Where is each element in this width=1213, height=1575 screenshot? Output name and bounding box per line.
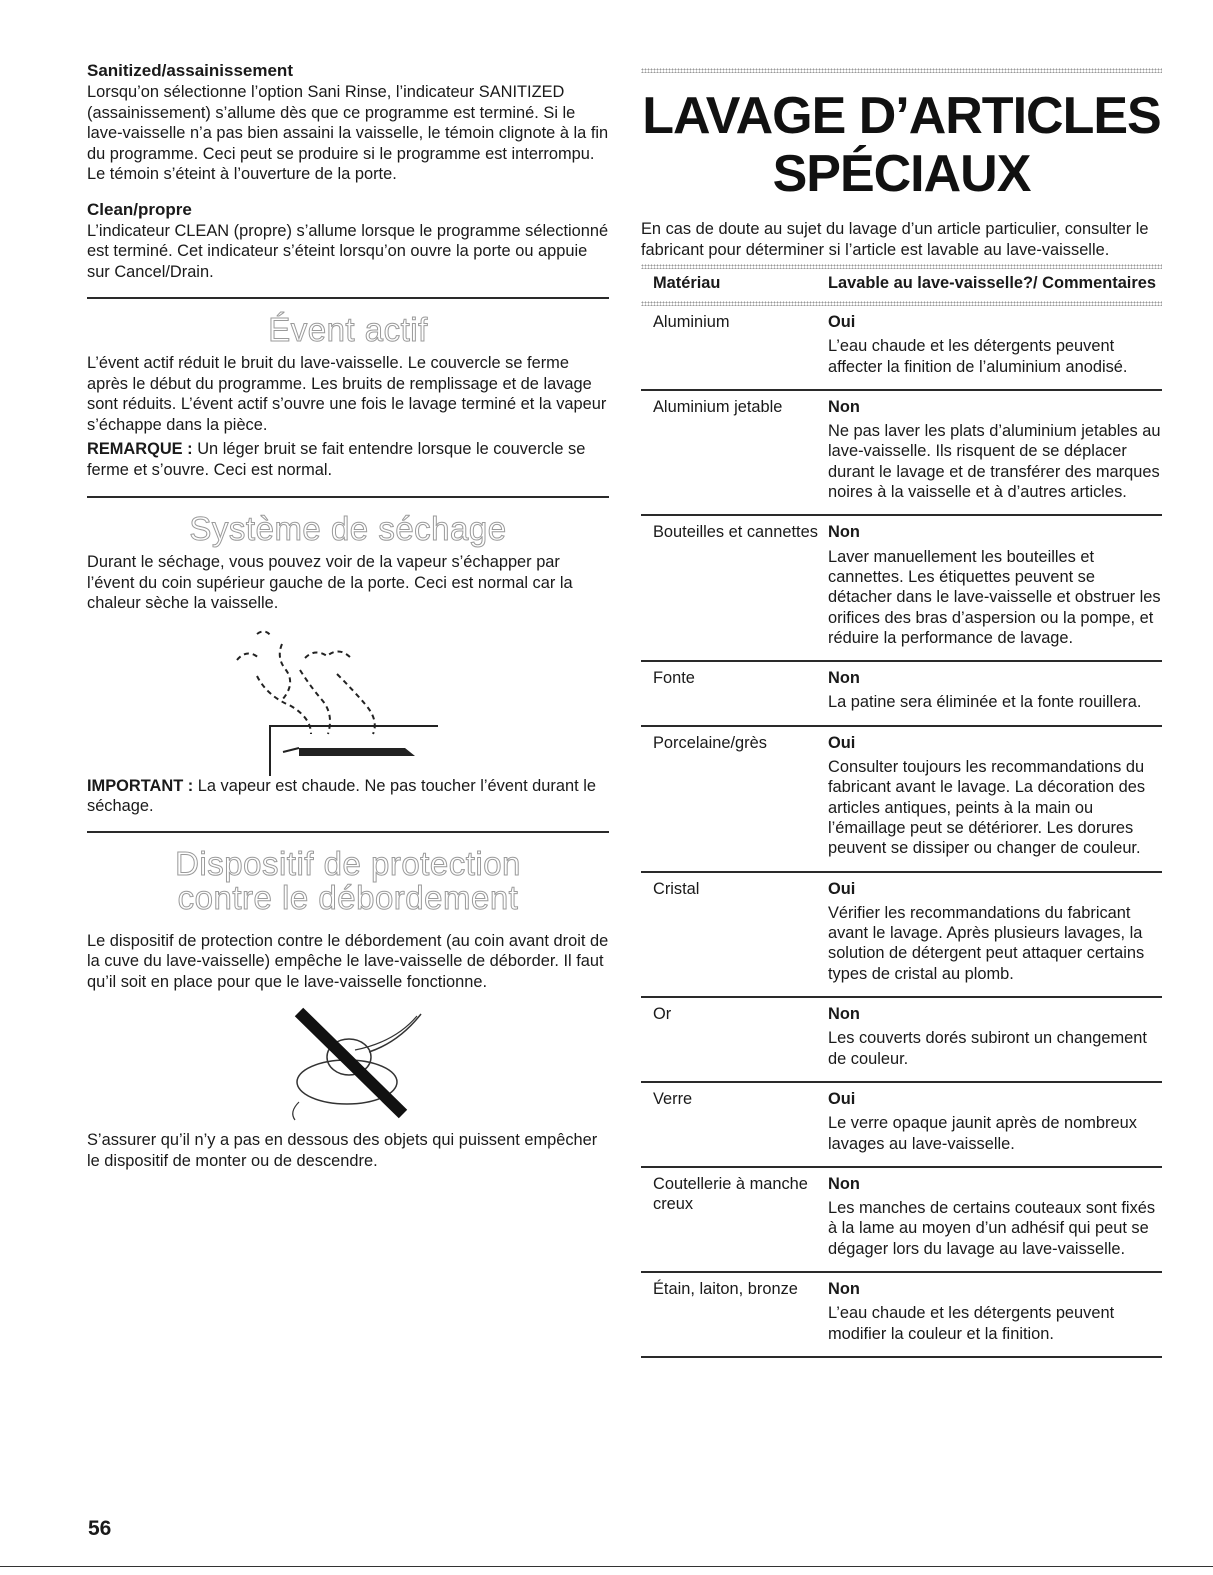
table-row <box>641 997 1162 1082</box>
materials-table <box>641 269 1162 1358</box>
comment-text: Laver manuellement les bouteilles et cannettes. Les étiquettes peuvent se détacher dans le lave-vaisselle et obstruer les orifices des bras d’aspersion ou la pompe, et réduire la performance de lavage. <box>828 547 1161 647</box>
comment-cell <box>828 726 1162 872</box>
material-cell: Porcelaine/grès <box>641 726 828 872</box>
page-title-line1: LAVAGE D’ARTICLES <box>642 87 1161 145</box>
right-column <box>641 68 1162 1358</box>
event-heading: Évent actif <box>268 311 428 348</box>
comment-text: L’eau chaude et les détergents peuvent modifier la couleur et la finition. <box>828 1304 1115 1343</box>
table-row <box>641 515 1162 661</box>
comment-cell <box>828 306 1162 390</box>
divider <box>87 831 609 833</box>
washable-answer: Non <box>828 1174 860 1193</box>
comment-text: L’eau chaude et les détergents peuvent affecter la finition de l’aluminium anodisé. <box>828 337 1128 376</box>
comment-cell <box>828 872 1162 997</box>
col-washable-header: Lavable au lave-vaisselle?/ Commentaires <box>828 274 1156 292</box>
comment-text: Ne pas laver les plats d’aluminium jetables au lave-vaisselle. Ils risquent de se déplacer durant le lavage et de transférer des marques noires à la vaisselle et à d’autres articles. <box>828 422 1161 502</box>
material-cell: Fonte <box>641 661 828 726</box>
material-cell: Bouteilles et cannettes <box>641 515 828 661</box>
table-row <box>641 390 1162 515</box>
material-cell: Or <box>641 997 828 1082</box>
washable-answer: Non <box>828 523 860 542</box>
table-row <box>641 661 1162 726</box>
comment-text: Vérifier les recommandations du fabricant avant le lavage. Après plusieurs lavages, la solution de détergent peut attaquer certains types de cristal au plomb. <box>828 903 1145 983</box>
comment-text: Le verre opaque jaunit après de nombreux lavages au lave-vaisselle. <box>828 1114 1137 1153</box>
sanitized-heading: Sanitized/assainissement <box>87 61 293 80</box>
table-row <box>641 1167 1162 1272</box>
washable-answer: Oui <box>828 1089 856 1108</box>
remark-label: REMARQUE : <box>87 440 193 458</box>
remark-text: Un léger bruit se fait entendre lorsque le couvercle se ferme et s’ouvre. Ceci est normal. <box>87 440 586 479</box>
sanitized-text: Lorsqu’on sélectionne l’option Sani Rinse, l’indicateur SANITIZED (assainissement) s’allume dès que ce programme est terminé. Si le lave-vaisselle n’a pas bien assaini la vaisselle, le témoin clignote à la fin du programme. Ceci peut se produire si le programme est interrompu. Le témoin s’éteint à l’ouverture de la porte. <box>87 83 609 183</box>
table-row <box>641 1272 1162 1357</box>
drying-text: Durant le séchage, vous pouvez voir de la vapeur s’échapper par l’évent du coin supérieur gauche de la porte. Ceci est normal car la chaleur sèche la vaisselle. <box>87 553 573 612</box>
comment-cell <box>828 661 1162 726</box>
comment-text: Consulter toujours les recommandations du fabricant avant le lavage. La décoration des articles antiques, peints à la main ou l’émaillage peut se détériorer. Les dorures peuvent se dissiper ou changer de couleur. <box>828 758 1146 858</box>
page-number: 56 <box>88 1517 112 1540</box>
washable-answer: Oui <box>828 879 856 898</box>
overflow-text: Le dispositif de protection contre le débordement (au coin avant droit de la cuve du lave-vaisselle) empêche le lave-vaisselle de déborder. Il faut qu’il soit en place pour que le lave-vaisselle fonctionne. <box>87 931 609 991</box>
drying-heading: Système de séchage <box>189 510 507 547</box>
washable-answer: Oui <box>828 313 856 331</box>
comment-text: Les couverts dorés subiront un changement de couleur. <box>828 1029 1147 1068</box>
material-cell: Étain, laiton, bronze <box>641 1272 828 1357</box>
float-no-obstruction-svg <box>87 992 609 1130</box>
col-material-header: Matériau <box>653 274 721 292</box>
clean-text: L’indicateur CLEAN (propre) s’allume lorsque le programme sélectionné est terminé. Cet indicateur s’éteint lorsqu’on ouvre la porte ou appuie sur Cancel/Drain. <box>87 221 609 281</box>
comment-cell <box>828 997 1162 1082</box>
material-cell: Coutellerie à manche creux <box>641 1167 828 1272</box>
page-title-line2: SPÉCIAUX <box>772 145 1031 203</box>
top-dotted-rule <box>641 68 1162 73</box>
overflow-heading-line2: contre le débordement <box>177 878 519 916</box>
table-body <box>641 306 1162 1357</box>
overflow-heading-line1: Dispositif de protection <box>175 844 521 882</box>
steam-illustration-svg <box>87 614 609 776</box>
washable-answer: Oui <box>828 733 856 752</box>
left-column <box>87 60 609 1171</box>
steam-vent-illustration <box>87 614 609 776</box>
table-row <box>641 726 1162 872</box>
material-cell: Cristal <box>641 872 828 997</box>
material-cell: Aluminium jetable <box>641 390 828 515</box>
overflow-note: S’assurer qu’il n’y a pas en dessous des objets qui puissent empêcher le dispositif de monter ou de descendre. <box>87 1131 598 1170</box>
table-row <box>641 872 1162 997</box>
material-cell: Verre <box>641 1082 828 1167</box>
table-row <box>641 306 1162 390</box>
comment-cell <box>828 390 1162 515</box>
event-text: L’évent actif réduit le bruit du lave-vaisselle. Le couvercle se ferme après le début du programme. Les bruits de remplissage et de lavage sont réduits. L’évent actif s’ouvre une fois le lavage terminé et la vapeur s’échappe dans la pièce. <box>87 354 607 434</box>
important-paragraph <box>87 776 609 817</box>
comment-cell <box>828 515 1162 661</box>
comment-cell <box>828 1082 1162 1167</box>
table-header-row <box>641 269 1162 297</box>
bottom-rule <box>0 1566 1213 1567</box>
divider <box>87 297 609 299</box>
comment-cell <box>828 1272 1162 1357</box>
divider <box>87 496 609 498</box>
comment-text: La patine sera éliminée et la fonte rouillera. <box>828 693 1142 712</box>
table-row <box>641 1082 1162 1167</box>
comment-text: Les manches de certains couteaux sont fixés à la lame au moyen d’un adhésif qui peut se dégager lors du lavage au lave-vaisselle. <box>828 1199 1156 1258</box>
remark-paragraph <box>87 439 609 480</box>
float-device-illustration <box>87 992 609 1130</box>
washable-answer: Non <box>828 397 860 416</box>
important-text: La vapeur est chaude. Ne pas toucher l’évent durant le séchage. <box>87 776 596 815</box>
washable-answer: Non <box>828 1005 860 1024</box>
washable-answer: Non <box>828 669 860 688</box>
material-cell: Aluminium <box>641 306 828 390</box>
comment-cell <box>828 1167 1162 1272</box>
intro-text: En cas de doute au sujet du lavage d’un article particulier, consulter le fabricant pour déterminer si l’article est lavable au lave-vaisselle. <box>641 220 1149 259</box>
washable-answer: Non <box>828 1279 860 1298</box>
clean-heading: Clean/propre <box>87 199 192 219</box>
important-label: IMPORTANT : <box>87 776 194 795</box>
